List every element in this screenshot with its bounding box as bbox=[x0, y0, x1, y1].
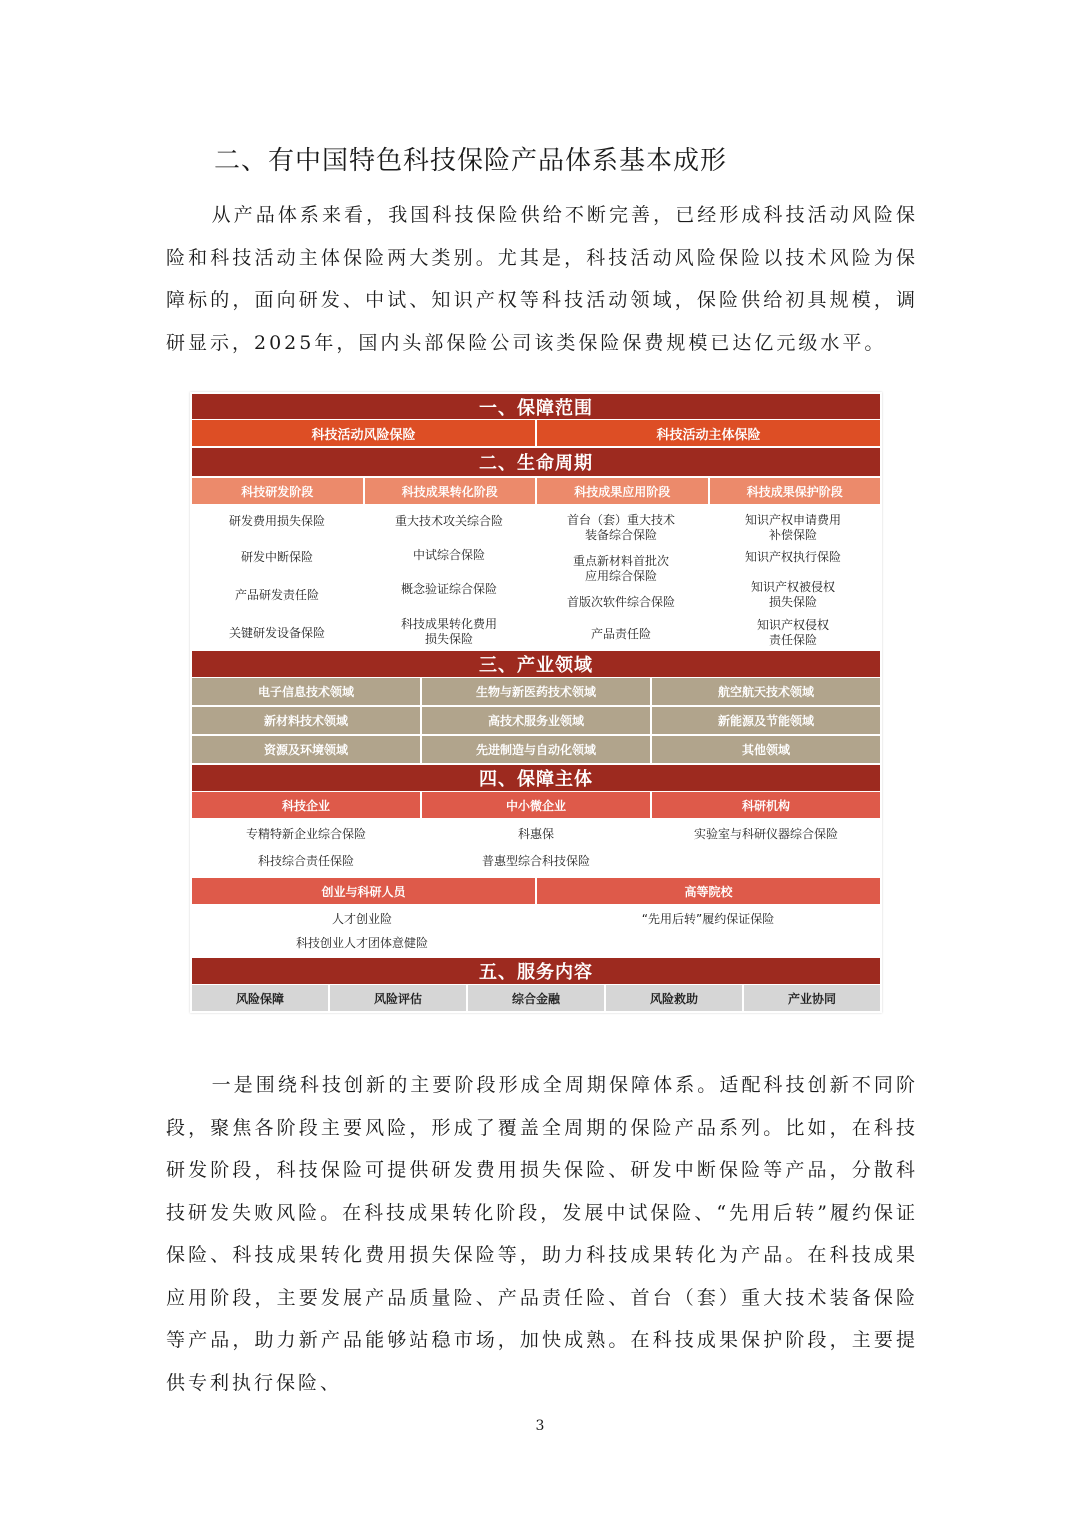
field-cell: 先进制造与自动化领域 bbox=[422, 736, 650, 763]
field-cell: 新材料技术领域 bbox=[192, 707, 420, 734]
subject-header: 科研机构 bbox=[652, 792, 880, 818]
product-item: 知识产权被侵权 损失保险 bbox=[750, 580, 835, 609]
stage-products-protection bbox=[708, 510, 878, 646]
subject-header: 创业与科研人员 bbox=[192, 878, 535, 904]
stage-products-research bbox=[192, 510, 362, 646]
section-3-title: 三、产业领域 bbox=[192, 651, 880, 677]
subject-product: “先用后转”履约保证保险 bbox=[641, 912, 775, 926]
product-item: 研发费用损失保险 bbox=[228, 514, 325, 528]
insurance-system-figure bbox=[190, 392, 882, 1013]
subject-product: 专精特新企业综合保险 bbox=[245, 827, 366, 841]
subject-product: 实验室与科研仪器综合保险 bbox=[693, 827, 838, 841]
section-4-title: 四、保障主体 bbox=[192, 765, 880, 791]
product-item: 知识产权侵权 责任保险 bbox=[756, 618, 829, 647]
product-item: 产品研发责任险 bbox=[234, 588, 319, 602]
coverage-item: 科技活动主体保险 bbox=[537, 420, 880, 446]
product-item: 重大技术攻关综合险 bbox=[394, 514, 503, 528]
product-item: 概念验证综合保险 bbox=[400, 582, 497, 596]
section-2-title: 二、生命周期 bbox=[192, 448, 880, 476]
subject-header: 中小微企业 bbox=[422, 792, 650, 818]
service-cell: 风险评估 bbox=[330, 985, 466, 1011]
section-1-title: 一、保障范围 bbox=[192, 394, 880, 419]
service-cell: 风险救助 bbox=[606, 985, 742, 1011]
subject-product: 科惠保 bbox=[517, 827, 554, 841]
service-cell: 风险保障 bbox=[192, 985, 328, 1011]
stage-header: 科技成果保护阶段 bbox=[710, 478, 881, 504]
subject-header: 科技企业 bbox=[192, 792, 420, 818]
stage-header: 科技成果应用阶段 bbox=[537, 478, 708, 504]
field-cell: 高技术服务业领域 bbox=[422, 707, 650, 734]
section-5-title: 五、服务内容 bbox=[192, 958, 880, 984]
subject-product: 普惠型综合科技保险 bbox=[481, 854, 590, 868]
product-item: 知识产权执行保险 bbox=[744, 550, 841, 564]
paragraph-intro: 从产品体系来看，我国科技保险供给不断完善，已经形成科技活动风险保险和科技活动主体保险两大类别。尤其是，科技活动风险保险以技术风险为保障标的，面向研发、中试、知识产权等科技活动领域，保险供给初具规模，调研显示，2025年，国内头部保险公司该类保险保费规模已达亿元级水平。 bbox=[166, 204, 918, 354]
product-item: 关键研发设备保险 bbox=[228, 626, 325, 640]
page-number: 3 bbox=[535, 1418, 545, 1434]
product-item: 中试综合保险 bbox=[412, 548, 485, 562]
field-cell: 生物与新医药技术领域 bbox=[422, 678, 650, 705]
stage-header: 科技成果转化阶段 bbox=[365, 478, 536, 504]
product-item: 研发中断保险 bbox=[240, 550, 313, 564]
product-item: 首版次软件综合保险 bbox=[566, 595, 675, 609]
stage-header: 科技研发阶段 bbox=[192, 478, 363, 504]
product-item: 产品责任险 bbox=[590, 627, 651, 641]
subject-header: 高等院校 bbox=[537, 878, 880, 904]
stage-products-application bbox=[536, 510, 706, 646]
product-item: 知识产权申请费用 补偿保险 bbox=[744, 513, 841, 542]
section-heading: 二、有中国特色科技保险产品体系基本成形 bbox=[214, 146, 728, 176]
subject-product: 人才创业险 bbox=[331, 912, 392, 926]
service-cell: 综合金融 bbox=[468, 985, 604, 1011]
stage-products-transfer bbox=[364, 510, 534, 646]
product-item: 首台（套）重大技术 装备综合保险 bbox=[566, 513, 675, 542]
field-cell: 航空航天技术领域 bbox=[652, 678, 880, 705]
service-cell: 产业协同 bbox=[744, 985, 880, 1011]
coverage-item: 科技活动风险保险 bbox=[192, 420, 535, 446]
field-cell: 电子信息技术领域 bbox=[192, 678, 420, 705]
product-item: 科技成果转化费用 损失保险 bbox=[400, 617, 497, 646]
paragraph-lifecycle: 一是围绕科技创新的主要阶段形成全周期保障体系。适配科技创新不同阶段，聚焦各阶段主要风险，形成了覆盖全周期的保险产品系列。比如，在科技研发阶段，科技保险可提供研发费用损失保险、研发中断保险等产品，分散科技研发失败风险。在科技成果转化阶段，发展中试保险、“先用后转”履约保证保险、科技成果转化费用损失保险等，助力科技成果转化为产品。在科技成果应用阶段，主要发展产品质量险、产品责任险、首台（套）重大技术装备保险等产品，助力新产品能够站稳市场，加快成熟。在科技成果保护阶段，主要提供专利执行保险、 bbox=[166, 1074, 918, 1394]
product-item: 重点新材料首批次 应用综合保险 bbox=[572, 554, 669, 583]
subject-product: 科技综合责任保险 bbox=[257, 854, 354, 868]
field-cell: 资源及环境领域 bbox=[192, 736, 420, 763]
field-cell: 其他领域 bbox=[652, 736, 880, 763]
field-cell: 新能源及节能领域 bbox=[652, 707, 880, 734]
subject-product: 科技创业人才团体意健险 bbox=[295, 936, 428, 950]
